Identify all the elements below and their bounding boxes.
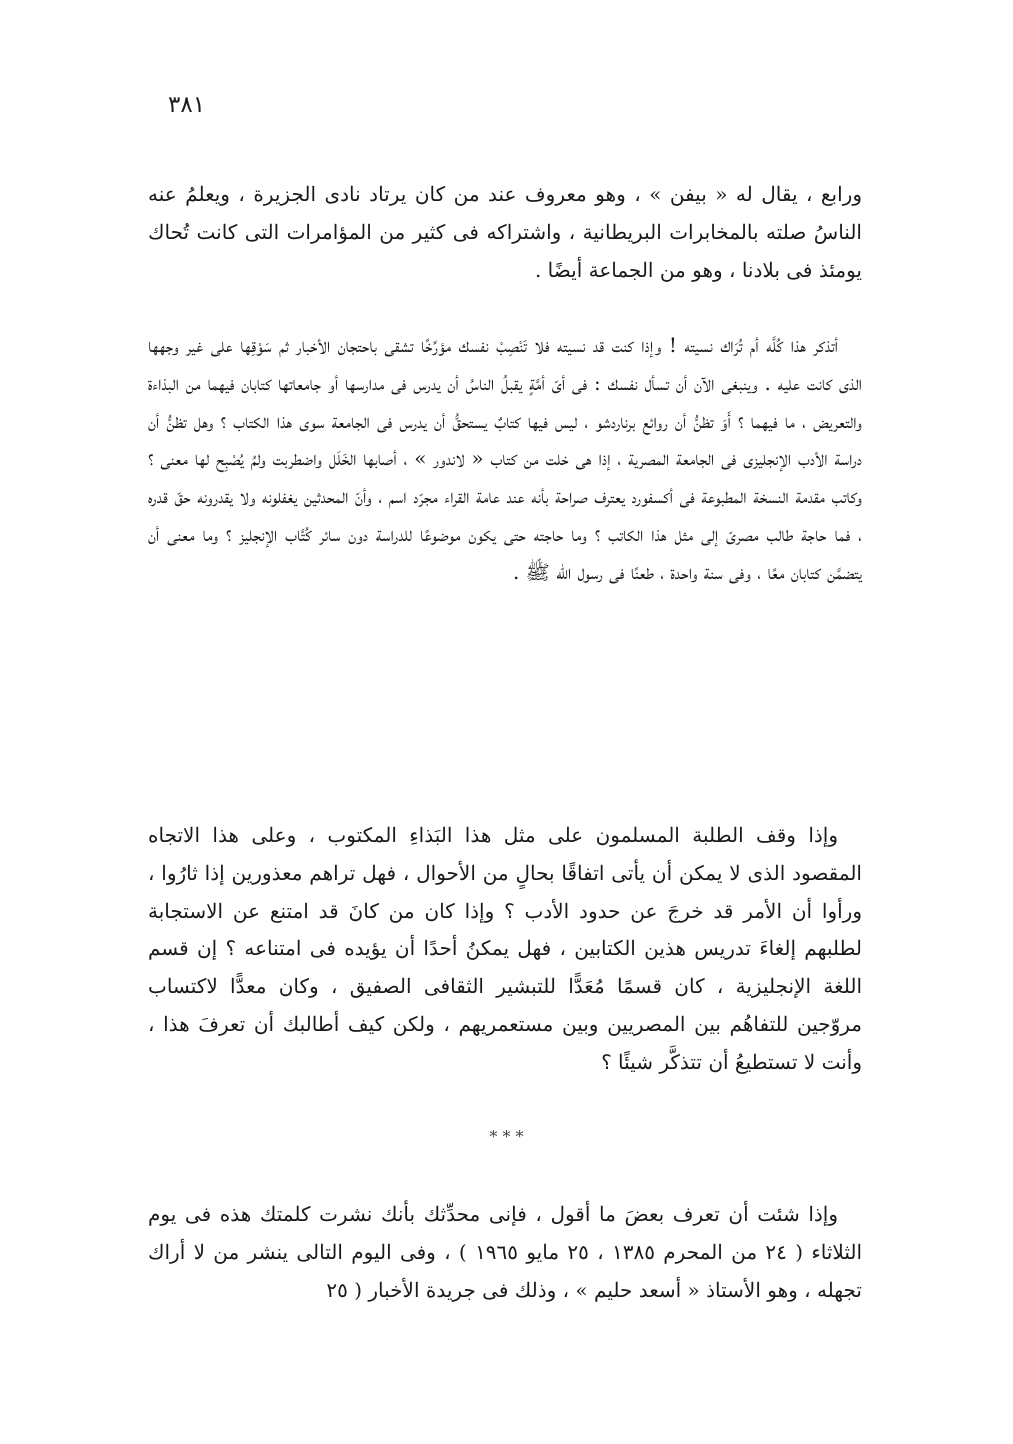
paragraph-text: وإذا وقف الطلبة المسلمون على مثل هذا البَذاءِ المكتوب ، وعلى هذا الاتجاه المقصود الذى لا يمكن أن يأتى اتفاقًا بحالٍ من الأحوال ، فهل تراهم معذورين إذا ثارُوا ، ورأوا أن الأمر قد خرجَ عن حدود الأدب ؟ وإذا كان من كانَ قد امتنع عن الاستجابة لطلبهم إلغاءَ تدريس هذين الكتابين ، فهل يمكنُ أحدًا أن يؤيده فى امتناعه ؟ إن قسم اللغة الإنجليزية ، كان قسمًا مُعَدًّا للتبشير الثقافى الصفيق ، وكان معدًّا لاكتساب مروّجين للتفاهُم بين المصريين وبين مستعمريهم ، ولكن كيف أطالبك أن تعرفَ هذا ، وأنت لا تستطيعُ أن تتذكَّر شيئًا ؟: [148, 823, 862, 1074]
section-separator: * * *: [489, 1127, 524, 1146]
page-number: ٣٨١: [168, 92, 206, 118]
paragraph-text: ورابع ، يقال له « بيفن » ، وهو معروف عند من كان يرتاد نادى الجزيرة ، ويعلمُ عنه الناسُ صلته بالمخابرات البريطانية ، واشتراكه فى كثير من المؤامرات التى كانت تُحاك يومئذ فى بلادنا ، وهو من الجماعة أيضًا .: [148, 182, 862, 282]
paragraph-2: [148, 327, 862, 592]
paragraph-text: أتذكر هذا كُلَّه أم تُرَاك نسيته ! وإذا كنت قد نسيته فلا تَنْصِبْ نفسك مؤرِّخًا تشقى باحتجان الأخبار ثم سَوْقِها على غير وجهها الذى كانت عليه . وينبغى الآن أن تسأل نفسك : فى أىّ أمَّةٍ يقبلُ الناسُ أن يدرس فى مدارسها أو جامعاتها كتابان فيهما من البذاءة والتعريض ، ما فيهما ؟ أَوَ تظنُّ أن روائع برناردشو ، ليس فيها كتابٌ يستحقُّ أن يدرس فى الجامعة سوى هذا الكتاب ؟ وهل تظنُّ أن دراسة الأدب الإنجليزى فى الجامعة المصرية ، إذا هى خلت من كتاب « لاندور » ، أصابها الخَلَل واضطربت ولمُ يُصْبِح لها معنى ؟ وكاتب مقدمة النسخة المطبوعة فى أكسفورد يعترف صراحة بأنه عند عامة القراء مجرّد اسم ، وأنّ المحدثين يغفلونه ولا يقدرونه حقّ قدره ، فما حاجة طالب مصرىّ إلى مثل هذا الكاتب ؟ وما حاجته حتى يكون موضوعًا للدراسة دون سائر كُتَّاب الإنجليز ؟ وما معنى أن يتضمَّن كتابان معًا ، وفى سنة واحدة ، طعنًا فى رسول الله ﷺ .: [148, 333, 862, 584]
paragraph-4: [148, 1196, 862, 1309]
paragraph-3: [148, 817, 862, 1082]
paragraph-1: [148, 176, 862, 289]
paragraph-text: وإذا شئت أن تعرف بعضَ ما أقول ، فإنى محدِّثك بأنك نشرت كلمتك هذه فى يوم الثلاثاء ( ٢٤ من المحرم ١٣٨٥ ، ٢٥ مايو ١٩٦٥ ) ، وفى اليوم التالى ينشر من لا أراك تجهله ، وهو الأستاذ « أسعد حليم » ، وذلك فى جريدة الأخبار ( ٢٥: [148, 1202, 863, 1302]
